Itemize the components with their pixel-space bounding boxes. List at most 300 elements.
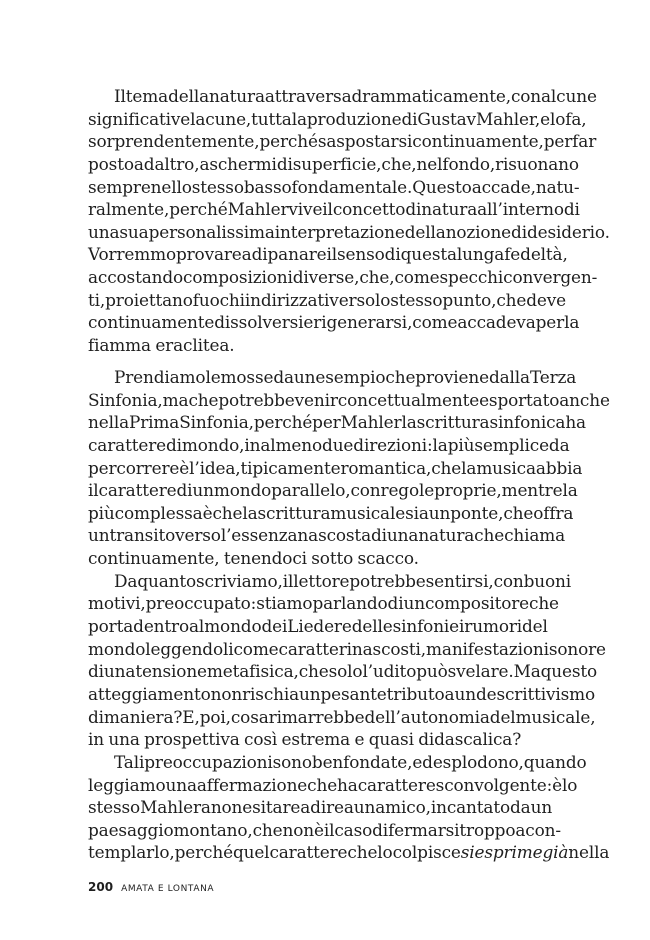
word: nel <box>416 153 443 174</box>
word: specchi <box>439 267 504 288</box>
word: in <box>244 434 261 455</box>
text-line <box>88 311 580 334</box>
word: con- <box>525 819 561 840</box>
word: tutta <box>251 108 292 129</box>
word: sinfonica <box>489 412 566 433</box>
word: che <box>385 367 416 387</box>
word: lacune, <box>190 108 252 129</box>
word: come <box>394 267 440 288</box>
word: vive <box>288 199 323 220</box>
word: perché <box>169 199 228 220</box>
word: far <box>572 131 597 152</box>
text-line <box>88 389 610 412</box>
word <box>475 841 543 864</box>
word: dell’autonomia <box>364 706 490 727</box>
word: romantica, <box>340 457 432 478</box>
text-line <box>88 85 597 108</box>
word: sconvolgente: <box>435 774 553 795</box>
word: Sinfonia, <box>179 412 254 433</box>
word: più <box>88 502 115 523</box>
word: direzioni: <box>353 434 433 455</box>
word: deve <box>526 289 566 310</box>
word: fermarsi <box>388 819 460 840</box>
word: colpisce <box>392 842 461 863</box>
word: offra <box>533 502 574 523</box>
word <box>461 841 475 864</box>
word: a <box>444 683 455 704</box>
word: natura <box>421 199 478 220</box>
word: di <box>371 525 387 546</box>
word: lo <box>375 289 391 310</box>
text-line <box>88 570 572 593</box>
word: due <box>322 434 354 455</box>
word: di <box>372 819 389 840</box>
word: tensione <box>135 661 207 682</box>
word: a <box>515 819 526 840</box>
word: nello <box>150 176 192 197</box>
word: la <box>562 480 578 501</box>
word: leggiamo <box>88 774 166 795</box>
italic-text: si <box>460 842 475 863</box>
word: musicale, <box>515 706 596 727</box>
word: di <box>387 593 404 614</box>
word: semplice <box>474 434 549 455</box>
word: del <box>489 706 516 727</box>
word: di <box>276 153 293 174</box>
word: ralmente, <box>88 199 170 220</box>
text-line <box>88 819 561 842</box>
word: esportato <box>479 389 560 410</box>
word: sotto <box>311 548 354 569</box>
word: dipanare <box>251 244 327 265</box>
word: scrittura <box>257 502 331 523</box>
word: stesso <box>191 176 244 197</box>
word: preoccupato: <box>145 593 257 614</box>
word: fa, <box>565 108 587 129</box>
word: musica <box>476 457 536 478</box>
word: la <box>291 108 307 129</box>
word: fondate, <box>343 751 413 772</box>
word: a <box>199 153 210 174</box>
paragraph-block-2 <box>88 366 610 864</box>
text-line <box>88 457 583 480</box>
word: sua <box>119 221 149 242</box>
word: perché <box>174 842 233 863</box>
word: svelare. <box>447 661 514 682</box>
word: personalissima <box>148 221 275 242</box>
word <box>542 841 568 864</box>
word: non <box>282 819 314 840</box>
word: rumori <box>464 616 523 637</box>
word: lo <box>562 774 578 795</box>
word: Terza <box>529 367 577 387</box>
word: a <box>300 797 311 818</box>
word: senso <box>337 244 385 265</box>
italic-text: già <box>542 842 569 863</box>
text-line <box>88 221 610 244</box>
word: sempre <box>88 176 151 197</box>
text-line <box>88 796 553 819</box>
word: metafisica, <box>206 661 299 682</box>
word: Mahler <box>227 199 289 220</box>
word: parallelo, <box>271 480 351 501</box>
word: caso <box>334 819 373 840</box>
word: da <box>510 797 531 818</box>
word: convergen- <box>503 267 598 288</box>
word: quasi <box>368 729 414 750</box>
word: drammaticamente, <box>351 86 511 106</box>
word: dei <box>261 616 288 637</box>
word: cosa <box>230 706 269 727</box>
word: di <box>165 434 182 455</box>
word: mondo <box>204 616 262 637</box>
word: lo <box>377 842 393 863</box>
word: rimarrebbe <box>268 706 365 727</box>
word: a <box>200 797 211 818</box>
word: porta <box>88 616 134 637</box>
word: punto, <box>442 289 497 310</box>
word: le <box>205 367 221 387</box>
word: basso <box>243 176 292 197</box>
text-line <box>88 683 596 706</box>
text-line <box>88 289 566 312</box>
word: all’interno <box>477 199 564 220</box>
word: e <box>341 616 352 637</box>
word: E, <box>182 706 200 727</box>
word: mondo, <box>181 434 245 455</box>
word: anche <box>559 389 610 410</box>
word: schermi <box>209 153 277 174</box>
word: percorrere <box>88 457 180 478</box>
page-footer <box>88 880 214 894</box>
word: di <box>401 108 418 129</box>
word: rischia <box>242 683 300 704</box>
word: così <box>244 729 278 750</box>
word: diverse, <box>292 267 360 288</box>
text-line <box>88 411 586 434</box>
word: incantato <box>430 797 510 818</box>
word: composizioni <box>183 267 293 288</box>
word: nascosti, <box>351 638 427 659</box>
word: di <box>88 661 104 682</box>
text-line <box>88 153 579 176</box>
word: fedeltà, <box>504 244 568 265</box>
word: la <box>432 434 448 455</box>
word: ponte, <box>450 502 504 523</box>
word: fuochi <box>192 289 245 310</box>
word: nella <box>568 842 610 863</box>
word: tenendoci <box>223 548 307 569</box>
word: i <box>459 616 465 637</box>
word: un <box>403 593 425 614</box>
text-line <box>88 615 548 638</box>
word: più <box>447 434 475 455</box>
word: solo <box>328 661 363 682</box>
text-line <box>88 198 580 221</box>
word: che, <box>381 153 417 174</box>
word: dalla <box>488 367 530 387</box>
word: preoccupazioni <box>144 751 273 772</box>
word: il <box>323 819 335 840</box>
word: l’essenza <box>220 525 298 546</box>
text-line <box>88 366 577 389</box>
word: ben <box>311 751 344 772</box>
word: che <box>188 389 219 410</box>
word: alcune <box>541 86 597 106</box>
text-line <box>88 434 570 457</box>
word: per <box>312 412 341 433</box>
text-line <box>88 176 580 199</box>
word: didascalica? <box>418 729 522 750</box>
word: di <box>88 706 104 727</box>
word: sono <box>272 751 312 772</box>
word: buoni <box>523 570 572 591</box>
word: esplodono, <box>432 751 524 772</box>
word: scrittura <box>416 412 490 433</box>
word: fondo, <box>442 153 496 174</box>
word: da <box>273 367 294 387</box>
word: mosse <box>220 367 274 387</box>
word: lettore <box>293 570 350 591</box>
word: natu- <box>535 176 580 197</box>
text-line <box>88 592 559 615</box>
word: interpretazione <box>274 221 405 242</box>
word: in <box>88 729 104 750</box>
word: stesso <box>390 289 443 310</box>
word: carattere <box>269 842 348 863</box>
word: che, <box>359 267 395 288</box>
word: manifestazioni <box>426 638 549 659</box>
word: esempio <box>315 367 386 387</box>
word: questa <box>400 244 457 265</box>
word: venir <box>294 389 338 410</box>
word: motivi, <box>88 593 146 614</box>
word: parlando <box>312 593 388 614</box>
word: che <box>212 502 243 523</box>
word: lo <box>550 108 566 129</box>
word: la <box>401 412 417 433</box>
word: che <box>529 593 559 614</box>
word: Vorremmo <box>88 244 176 265</box>
word: Lieder <box>287 616 342 637</box>
word: un <box>299 683 321 704</box>
word: desiderio. <box>526 221 610 242</box>
text-line <box>88 502 574 525</box>
word: concettualmente <box>337 389 480 410</box>
word: che <box>496 289 527 310</box>
word: che <box>503 502 534 523</box>
word: Mahler, <box>475 108 541 129</box>
word: Mahler <box>340 412 402 433</box>
word: tipicamente <box>240 457 341 478</box>
word: Gustav <box>417 108 476 129</box>
word: ad <box>133 153 155 174</box>
word: continuamente, <box>88 548 220 569</box>
word: fondamentale. <box>291 176 413 197</box>
word: caratteri <box>278 638 352 659</box>
word: con <box>510 86 541 106</box>
word: Sinfonia, <box>88 389 163 410</box>
word: stesso <box>88 797 141 818</box>
word: quanto <box>137 570 197 591</box>
word: a <box>241 244 252 265</box>
word: carattere <box>98 480 177 501</box>
word: perché <box>253 412 313 433</box>
word: nascosta <box>297 525 371 546</box>
word: quando <box>523 751 587 772</box>
word: continuamente <box>88 312 215 333</box>
word: da <box>548 434 570 455</box>
word: dire <box>310 797 344 818</box>
text-line <box>88 706 596 729</box>
word: sa <box>317 131 337 152</box>
word: attraversa <box>264 86 352 106</box>
word: ed <box>412 751 433 772</box>
text-line <box>88 334 542 357</box>
page-number: 200 <box>88 880 114 894</box>
word: affermazione <box>196 774 308 795</box>
word: la <box>242 502 258 523</box>
word: natura <box>209 86 265 106</box>
word: scriviamo, <box>196 570 283 591</box>
word: che <box>347 842 378 863</box>
word: potrebbe <box>349 570 426 591</box>
word: posto <box>88 153 134 174</box>
word: una <box>88 221 120 242</box>
word: poi, <box>199 706 231 727</box>
word: di <box>511 221 527 242</box>
word: potrebbe <box>218 389 295 410</box>
word: verso <box>329 289 375 310</box>
text-line <box>88 479 578 502</box>
word: verso <box>175 525 221 546</box>
word: transito <box>109 525 176 546</box>
word: complessa <box>114 502 203 523</box>
word: leggendoli <box>145 638 234 659</box>
text-line <box>88 524 566 547</box>
word: sorprendentemente, <box>88 131 260 152</box>
word: è <box>313 819 324 840</box>
word: mondo <box>88 638 146 659</box>
word: chiama <box>504 525 566 546</box>
word: è <box>202 502 213 523</box>
word: sentirsi, <box>425 570 494 591</box>
word: è <box>179 457 190 478</box>
word: carattere <box>88 434 166 455</box>
word: un <box>428 502 451 523</box>
word: accade, <box>471 176 536 197</box>
word: una <box>386 525 419 546</box>
word: per <box>535 312 565 333</box>
word: atteggiamento <box>88 683 211 704</box>
word: Prendiamo <box>114 367 206 387</box>
word: tributo <box>386 683 445 704</box>
word: ha <box>337 774 358 795</box>
word: mentre <box>501 480 563 501</box>
word: la <box>564 312 580 333</box>
word: regole <box>380 480 435 501</box>
word: una <box>103 661 136 682</box>
text-line <box>88 130 597 153</box>
word: del <box>522 616 548 637</box>
word: mondo <box>213 480 272 501</box>
word: eraclitea. <box>155 335 235 356</box>
word: il <box>322 199 333 220</box>
word: è <box>552 774 563 795</box>
word: produzione <box>306 108 402 129</box>
word: nella <box>88 412 129 433</box>
word: continuamente, <box>412 131 544 152</box>
word: che <box>307 774 338 795</box>
word: la <box>461 457 477 478</box>
word: Il <box>114 86 126 106</box>
word: di <box>384 244 401 265</box>
paragraph-block-1 <box>88 85 610 357</box>
word: un <box>88 525 110 546</box>
word: almeno <box>260 434 323 455</box>
word: che <box>431 457 462 478</box>
text-line <box>88 547 542 570</box>
word: amico, <box>375 797 431 818</box>
word: il <box>282 570 294 591</box>
word: scacco. <box>357 548 419 569</box>
word: non <box>210 683 243 704</box>
word: che <box>298 661 329 682</box>
word: Prima <box>129 412 180 433</box>
word: un <box>454 683 476 704</box>
word: che <box>252 819 283 840</box>
word: il <box>326 244 338 265</box>
word: accostando <box>88 267 184 288</box>
word: prospettiva <box>144 729 240 750</box>
text-line <box>88 638 606 661</box>
word: rigenerarsi, <box>313 312 413 333</box>
word: un <box>293 367 316 387</box>
text-line <box>88 774 578 797</box>
word: risuonano <box>495 153 579 174</box>
italic-text: esprime <box>474 842 543 863</box>
word: proiettano <box>105 289 193 310</box>
word: una <box>108 729 140 750</box>
word: della <box>168 86 209 106</box>
word: con <box>493 570 524 591</box>
word: ti, <box>88 289 106 310</box>
word: accadeva <box>457 312 536 333</box>
text-line <box>88 108 587 131</box>
word: descrittivismo <box>475 683 596 704</box>
word: al <box>189 616 205 637</box>
word: superficie, <box>292 153 382 174</box>
word: un <box>192 480 214 501</box>
word: di <box>405 199 422 220</box>
word: di <box>176 480 193 501</box>
word: musicale <box>330 502 406 523</box>
word: della <box>404 221 446 242</box>
word: dentro <box>133 616 189 637</box>
word: Mahler <box>140 797 201 818</box>
word: fiamma <box>88 335 151 356</box>
word: maniera? <box>103 706 183 727</box>
word: un <box>353 797 376 818</box>
word: provare <box>175 244 242 265</box>
word: Tali <box>114 751 145 772</box>
word: compositore <box>424 593 530 614</box>
word: abbia <box>535 457 583 478</box>
word: proviene <box>415 367 489 387</box>
text-line <box>88 728 542 751</box>
word: sonore <box>548 638 606 659</box>
word: che <box>474 525 505 546</box>
